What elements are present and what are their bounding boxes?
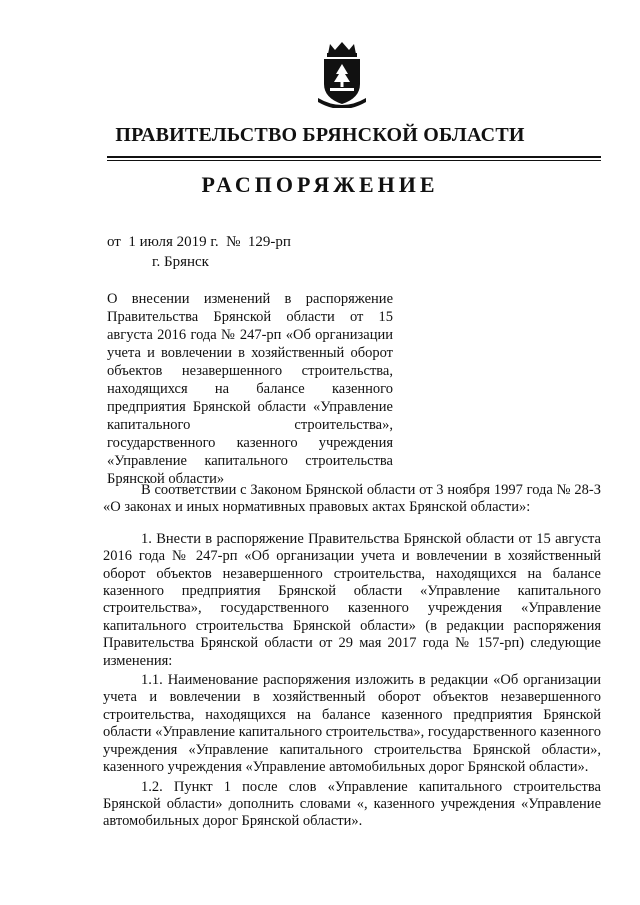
document-date-number: от 1 июля 2019 г. № 129-рп — [107, 234, 291, 250]
header-divider-thin — [107, 160, 601, 161]
header-divider-thick — [107, 156, 601, 158]
document-type-title: РАСПОРЯЖЕНИЕ — [201, 172, 439, 197]
preamble-paragraph: В соответствии с Законом Брянской области от 3 ноября 1997 года № 28-З «О законах и иных нормативных правовых актах Брянской области»: — [103, 482, 601, 516]
document-city: г. Брянск — [152, 254, 209, 270]
item-1-2-paragraph: 1.2. Пункт 1 после слов «Управление капитального строительства Брянской области» дополнить словами «, казенного учреждения «Управление автомобильных дорог Брянской области». — [103, 778, 601, 830]
item-1-1-paragraph: 1.1. Наименование распоряжения изложить в редакции «Об организации учета и вовлечении в хозяйственный оборот объектов незавершенного строительства, находящихся на балансе казенного предприятия Брянской области «Управление капитального строительства», государственного казенного учреждения «Управление капитального строительства Брянской области», казенного учреждения «Управление автомобильных дорог Брянской области». — [103, 672, 601, 776]
organization-title: ПРАВИТЕЛЬСТВО БРЯНСКОЙ ОБЛАСТИ — [115, 124, 525, 146]
item-1-paragraph: 1. Внести в распоряжение Правительства Брянской области от 15 августа 2016 года № 247-рп «Об организации учета и вовлечении в хозяйственный оборот объектов незавершенного строительства, находящихся на балансе казенного предприятия Брянской области «Управление капитального строительства», государственного казенного учреждения «Управление капитального строительства Брянской области» (в редакции распоряжения Правительства Брянской области от 29 мая 2017 года № 157-рп) следующие изменения: — [103, 530, 601, 669]
document-subject: О внесении изменений в распоряжение Правительства Брянской области от 15 августа 2016 года № 247-рп «Об организации учета и вовлечении в хозяйственный оборот объектов незавершенного строительства, находящихся на балансе казенного предприятия Брянской области «Управление капитального строительства», государственного казенного учреждения «Управление капитального строительства Брянской области» — [107, 291, 393, 487]
bryansk-coat-of-arms-icon — [314, 42, 370, 108]
document-body — [103, 482, 601, 833]
